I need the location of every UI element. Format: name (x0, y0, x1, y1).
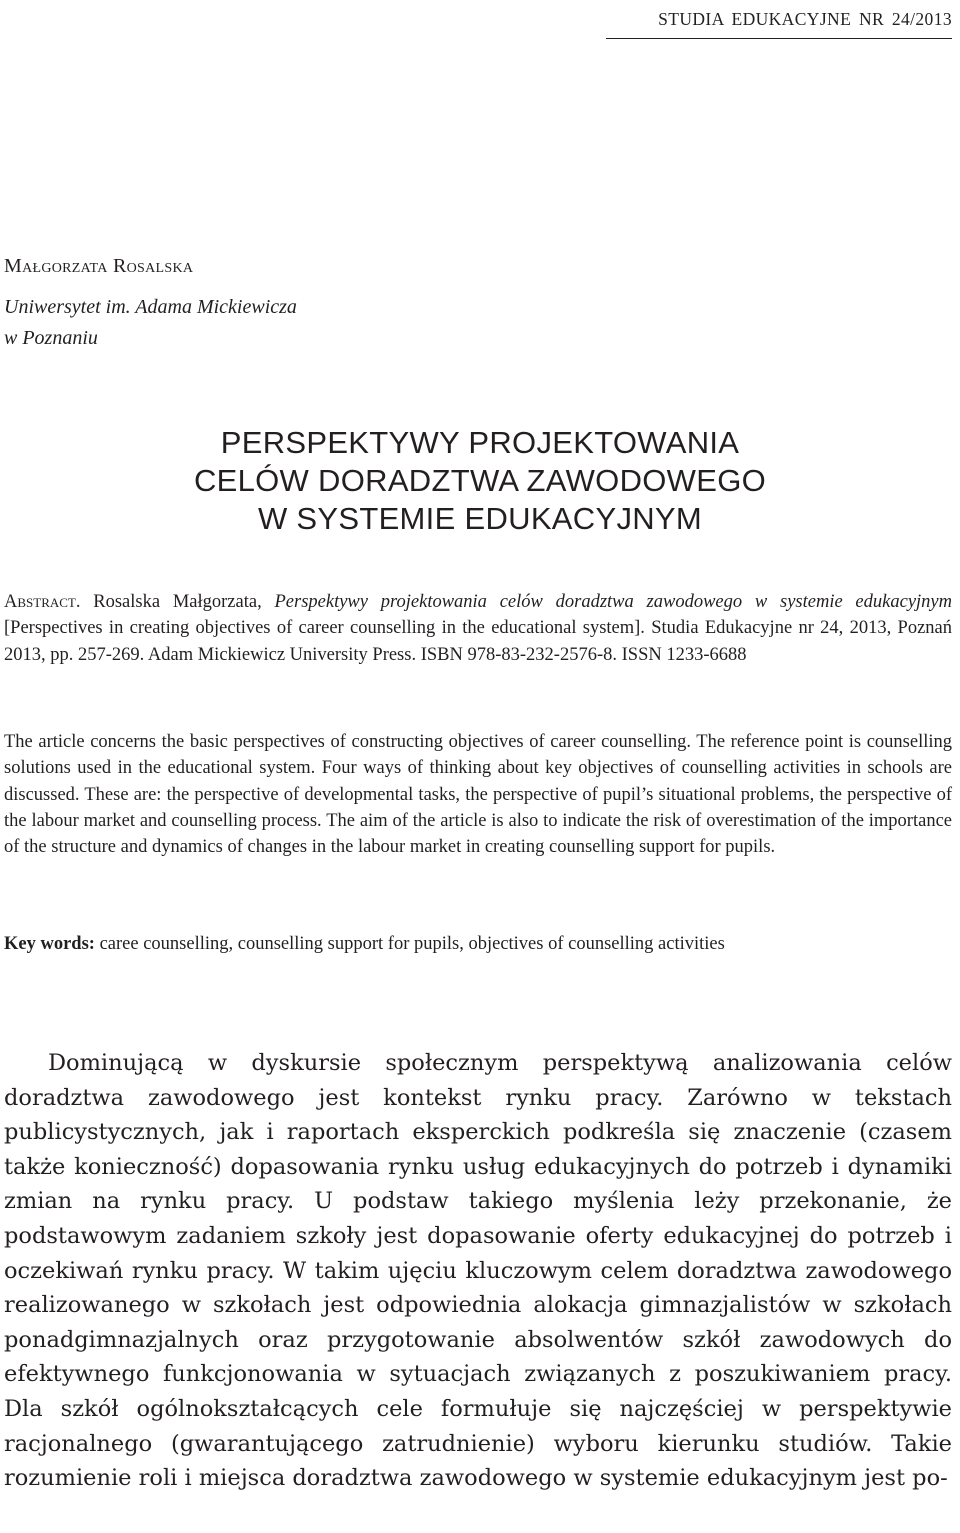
keywords (4, 931, 952, 957)
keywords-label: Key words: (4, 934, 95, 954)
affiliation-line-2: w Poznaniu (4, 327, 98, 349)
abstract-body: The article concerns the basic perspectives of constructing objectives of career counselling. The reference point is counselling solutions used in the educational system. Four ways of thinking about key objectives of counselling activities in schools are discussed. These are: the perspective of developmental tasks, the perspective of pupil’s situational problems, the perspective of the labour market and counselling process. The aim of the article is also to indicate the risk of overestimation of the importance of the structure and dynamics of changes in the labour market in creating counselling support for pupils. (4, 732, 952, 858)
title-line-2: CELÓW DORADZTWA ZAWODOWEGO (193, 463, 767, 498)
abstract-citation-info: Studia Edukacyjne nr 24, 2013, Poznań 2013, pp. 257-269. Adam Mickiewicz University Press. ISBN 978-83-232-2576-8. ISSN 1233-6688 (4, 618, 952, 665)
title-line-3: W SYSTEMIE EDUKACYJNYM (257, 501, 703, 536)
journal-title: STUDIA EDUKACYJNE NR 24/2013 (658, 9, 952, 29)
main-paragraph-text: Dominującą w dyskursie społecznym perspektywą analizowania celów doradztwa zawodowego jest kontekst rynku pracy. Zarówno w tekstach publicystycznych, jak i raportach eksperckich podkreśla się znaczenie (czasem także konieczność) dopasowania rynku usług edukacyjnych do potrzeb i dynamiki zmian na rynku pracy. U podstaw takiego myślenia leży przekonanie, że podstawowym zadaniem szkoły jest dopasowanie oferty edukacyjnej do potrzeb i oczekiwań rynku pracy. W takim ujęciu kluczowym celem doradztwa zawodowego realizowanego w szkołach jest odpowiednia alokacja gimnazjalistów w szkołach ponadgimnazjalnych oraz przygotowanie absolwentów szkół zawodowych do efektywnego funkcjonowania w sytuacjach związanych z poszukiwaniem pracy. Dla szkół ogólnokształcących cele formułuje się najczęściej w perspektywie racjonalnego (gwarantującego zatrudnienie) wyboru kierunku studiów. Takie rozumienie roli i miejsca doradztwa zawodowego w systemie edukacyjnym jest po- (4, 1050, 952, 1492)
abstract-label: Abstract. (4, 592, 81, 612)
author-name: Małgorzata Rosalska (4, 255, 194, 277)
abstract-author-ref: Rosalska Małgorzata, (80, 592, 275, 612)
abstract-title-en: [Perspectives in creating objectives of career counselling in the educational system]. (4, 618, 652, 639)
affiliation-line-1: Uniwersytet im. Adama Mickiewicza (4, 296, 297, 318)
abstract-title-pl: Perspektywy projektowania celów doradztwa zawodowego w systemie edukacyjnym (274, 592, 952, 612)
keywords-text: caree counselling, counselling support for pupils, objectives of counselling activities (94, 934, 725, 954)
abstract-citation (4, 589, 952, 668)
running-header (606, 0, 952, 39)
title-line-1: PERSPEKTYWY PROJEKTOWANIA (220, 425, 740, 460)
main-paragraph (4, 1046, 952, 1496)
article-title (0, 424, 960, 538)
